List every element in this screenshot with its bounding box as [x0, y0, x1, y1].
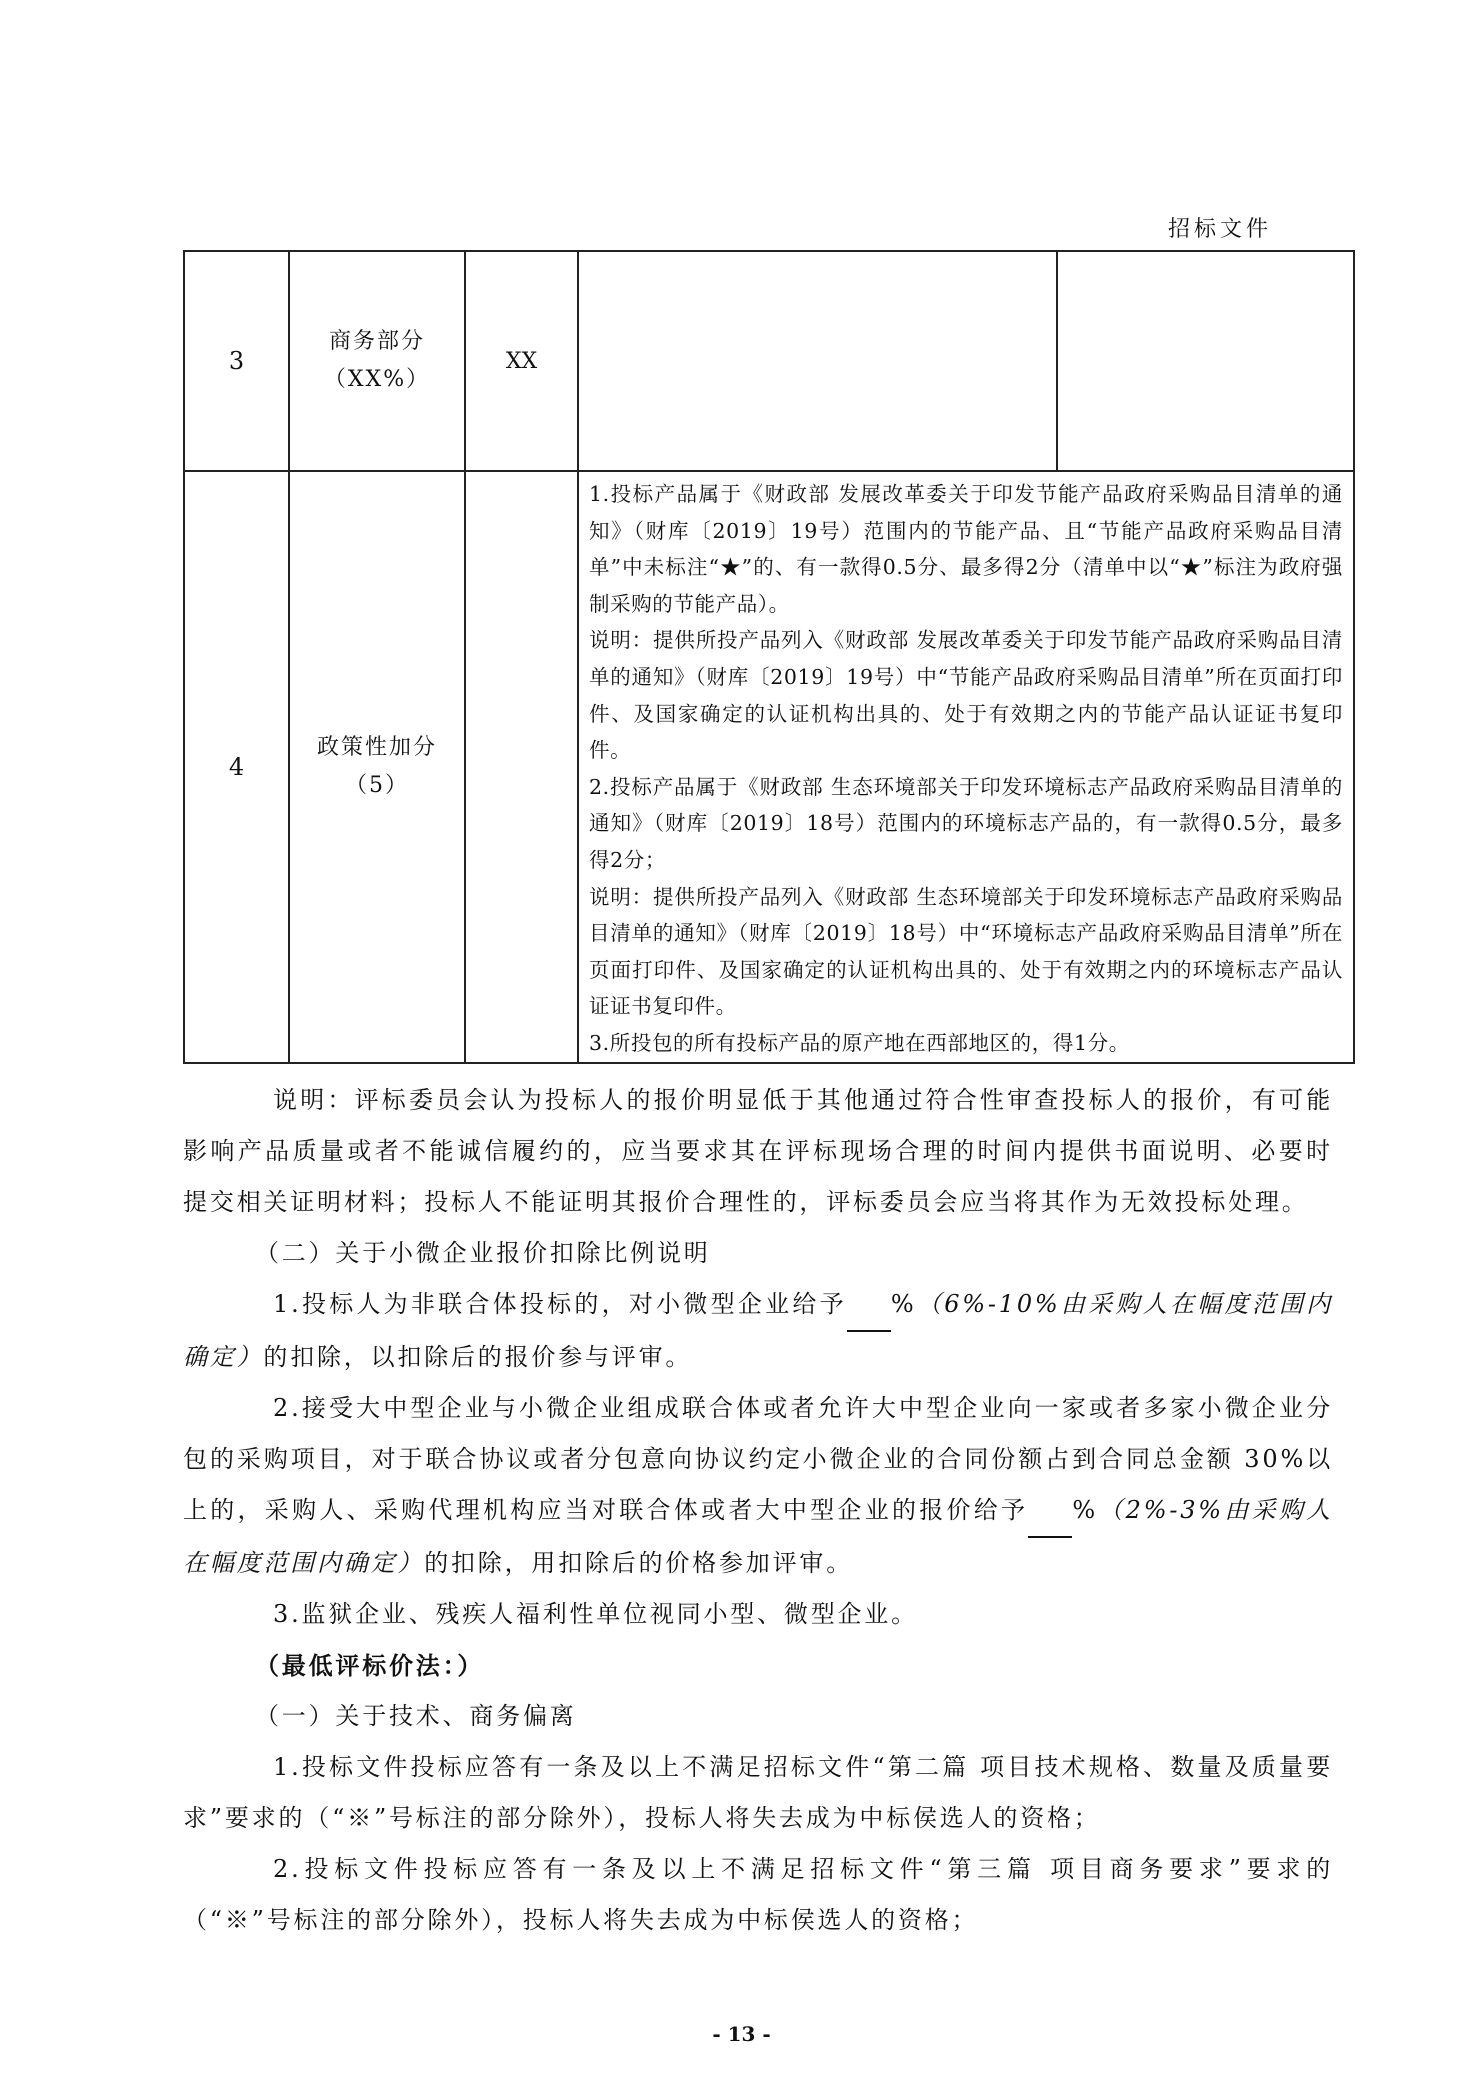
note-paragraph: 说明：评标委员会认为投标人的报价明显低于其他通过符合性审查投标人的报价，有可能影响产品质量或者不能诚信履约的，应当要求其在评标现场合理的时间内提供书面说明、必要时提交相关证明材料；投标人不能证明其报价合理性的，评标委员会应当将其作为无效投标处理。: [183, 1086, 1333, 1216]
method-title: （最低评标价法：）: [255, 1651, 485, 1680]
category-name: 商务部分: [328, 329, 425, 354]
item-paragraph: 3.监狱企业、残疾人福利性单位视同小型、微型企业。: [273, 1600, 918, 1628]
row-remark: [1057, 251, 1354, 471]
page-number: - 13 -: [712, 2022, 771, 2046]
row-score: XX: [465, 251, 578, 471]
blank-line: [1028, 1485, 1072, 1538]
range-note: （6%-10%由采购人在幅度范围内确定）: [183, 1290, 1333, 1371]
row-category: [289, 251, 465, 471]
item-text: 2.接受大中型企业与小微企业组成联合体或者允许大中型企业向一家或者多家小微企业分包的采购项目，对于联合协议或者分包意向协议约定小微企业的合同份额占到合同总金额 30%以上的，采购人、采购代理机构应当对联合体或者大中型企业的报价给予: [183, 1394, 1333, 1524]
detail-note: 说明：提供所投产品列入《财政部 发展改革委关于印发节能产品政府采购品目清单的通知》（财库〔2019〕19号）中“节能产品政府采购品目清单”所在页面打印件、及国家确定的认证机构出具的、处于有效期之内的节能产品认证证书复印件。: [589, 628, 1343, 763]
item-paragraph: [183, 1383, 1333, 1589]
row-detail: [578, 251, 1057, 471]
detail-note: 说明：提供所投产品列入《财政部 生态环境部关于印发环境标志产品政府采购品目清单的通知》（财库〔2019〕18号）中“环境标志产品政府采购品目清单”所在页面打印件、及国家确定的认证机构出具的、处于有效期之内的环境标志产品认证证书复印件。: [589, 884, 1343, 1019]
table-row: [184, 251, 1354, 471]
category-name: 政策性加分: [316, 734, 437, 760]
category-weight: （XX%）: [323, 367, 431, 392]
section-title: （一）关于技术、商务偏离: [255, 1702, 577, 1730]
detail-item: 2.投标产品属于《财政部 生态环境部关于印发环境标志产品政府采购品目清单的通知》（财库〔2019〕18号）范围内的环境标志产品的，有一款得0.5分，最多得2分；: [589, 774, 1343, 872]
detail-item: 3.所投包的所有投标产品的原产地在西部地区的，得1分。: [589, 1030, 1130, 1055]
item-paragraph: 2.投标文件投标应答有一条及以上不满足招标文件“第三篇 项目商务要求”要求的（“※”号标注的部分除外），投标人将失去成为中标侯选人的资格；: [183, 1855, 1333, 1934]
table-row: [184, 471, 1354, 1063]
category-weight: （5）: [345, 772, 409, 798]
scoring-table: [183, 250, 1355, 1064]
row-score: [465, 471, 578, 1063]
blank-line: [847, 1279, 891, 1332]
row-detail: [578, 471, 1354, 1063]
row-category: [289, 471, 465, 1063]
item-paragraph: 1.投标文件投标应答有一条及以上不满足招标文件“第二篇 项目技术规格、数量及质量要求”要求的（“※”号标注的部分除外），投标人将失去成为中标侯选人的资格；: [183, 1753, 1333, 1832]
range-note: （2%-3%由采购人在幅度范围内确定）: [183, 1496, 1333, 1577]
doc-header-label: 招标文件: [1168, 217, 1273, 242]
item-paragraph: [183, 1279, 1333, 1383]
percent-sign: %: [890, 1290, 917, 1318]
section-title: （二）关于小微企业报价扣除比例说明: [255, 1239, 711, 1267]
body-text: [183, 1075, 1333, 1946]
item-text: 的扣除，用扣除后的价格参加评审。: [424, 1549, 854, 1577]
detail-item: 1.投标产品属于《财政部 发展改革委关于印发节能产品政府采购品目清单的通知》（财库〔2019〕19号）范围内的节能产品、且“节能产品政府采购品目清单”中未标注“★”的、有一款得0.5分、最多得2分（清单中以“★”标注为政府强制采购的节能产品）。: [589, 482, 1343, 616]
percent-sign: %: [1072, 1496, 1098, 1524]
item-text: 的扣除，以扣除后的报价参与评审。: [263, 1343, 693, 1371]
row-number: 3: [184, 251, 289, 471]
item-text: 1.投标人为非联合体投标的，对小微型企业给予: [273, 1290, 847, 1318]
row-number: 4: [184, 471, 289, 1063]
